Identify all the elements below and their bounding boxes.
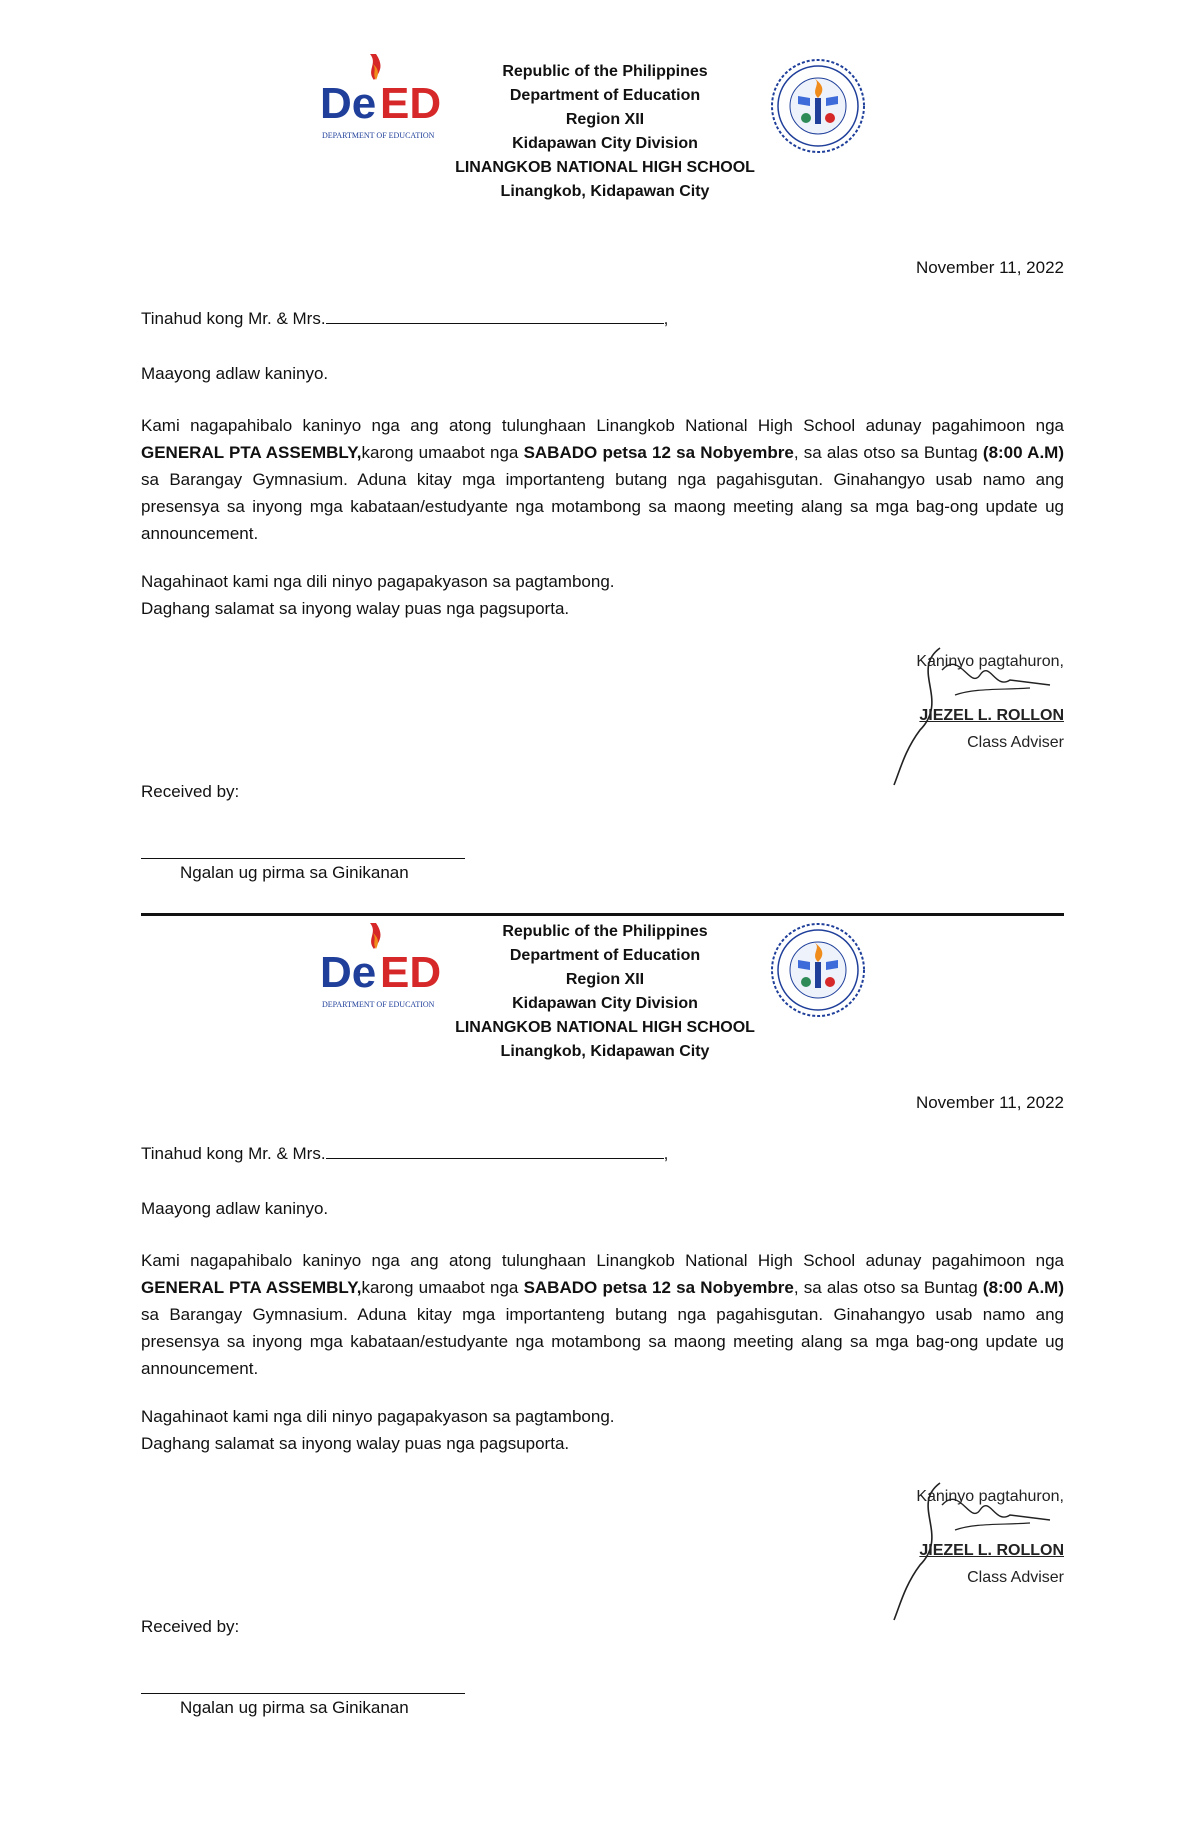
para-bold-time: (8:00 A.M)	[982, 1278, 1064, 1297]
logo-subtext: DEPARTMENT OF EDUCATION	[322, 1000, 435, 1009]
para-text-4: sa Barangay Gymnasium. Aduna kitay mga importanteng butang nga pagahisgutan. Ginahangyo usab namo ang presensya sa inyong mga kabataan/estudyante nga motambong sa maong meeting alang sa mga bag-ong update ug announcement.	[141, 1305, 1064, 1378]
sig-title: Class Adviser	[967, 734, 1064, 751]
salutation	[141, 1140, 1064, 1167]
closing-line-1: Nagahinaot kami nga dili ninyo pagapakyason sa pagtambong.	[141, 572, 615, 591]
letterhead	[400, 920, 810, 1064]
para-bold-date: SABADO petsa 12 sa Nobyembre	[523, 443, 794, 462]
closing	[141, 1403, 1064, 1457]
header-republic: Republic of the Philippines	[502, 63, 708, 80]
handwritten-signature	[880, 640, 1060, 790]
para-text-4: sa Barangay Gymnasium. Aduna kitay mga importanteng butang nga pagahisgutan. Ginahangyo usab namo ang presensya sa inyong mga kabataan/estudyante nga motambong sa maong meeting alang sa mga bag-ong update ug announcement.	[141, 470, 1064, 543]
received-by-label: Received by:	[141, 1617, 240, 1636]
letter-date: November 11, 2022	[915, 258, 1064, 277]
svg-text:ED: ED	[380, 948, 442, 997]
school-seal	[770, 58, 866, 154]
salutation-comma: ,	[663, 1144, 669, 1163]
para-text-3: , sa alas otso sa Buntag	[793, 443, 983, 462]
handwritten-signature	[880, 1475, 1060, 1625]
closing-line-2: Daghang salamat sa inyong walay puas nga pagsuporta.	[141, 599, 570, 618]
header-region: Region XII	[565, 111, 645, 128]
para-bold-assembly: GENERAL PTA ASSEMBLY,	[141, 1278, 362, 1297]
closing-line-2: Daghang salamat sa inyong walay puas nga pagsuporta.	[141, 1434, 570, 1453]
sig-name: JIEZEL L. ROLLON	[919, 1542, 1064, 1559]
parent-signature-line[interactable]	[141, 1693, 465, 1694]
parent-name-blank[interactable]	[326, 1140, 664, 1159]
svg-text:ED: ED	[380, 79, 442, 128]
header-department: Department of Education	[509, 947, 701, 964]
para-text-1: Kami nagapahibalo kaninyo nga ang atong tulunghaan Linangkob National High School adunay pagahimoon nga	[141, 1251, 1064, 1270]
sig-title: Class Adviser	[967, 1569, 1064, 1586]
para-text-3: , sa alas otso sa Buntag	[793, 1278, 983, 1297]
header-school: LINANGKOB NATIONAL HIGH SCHOOL	[455, 159, 755, 176]
para-bold-time: (8:00 A.M)	[982, 443, 1064, 462]
salutation-text: Tinahud kong Mr. & Mrs.	[141, 1144, 326, 1163]
closing-line-1: Nagahinaot kami nga dili ninyo pagapakyason sa pagtambong.	[141, 1407, 615, 1426]
header-school: LINANGKOB NATIONAL HIGH SCHOOL	[455, 1019, 755, 1036]
header-division: Kidapawan City Division	[512, 995, 698, 1012]
salutation	[141, 305, 1064, 332]
greeting: Maayong adlaw kaninyo.	[141, 1199, 329, 1218]
letter-date: November 11, 2022	[915, 1093, 1064, 1112]
svg-text:De: De	[320, 948, 377, 997]
body-paragraph	[141, 412, 1064, 547]
header-address: Linangkob, Kidapawan City	[500, 183, 710, 200]
greeting: Maayong adlaw kaninyo.	[141, 364, 329, 383]
parent-signature-caption: Ngalan ug pirma sa Ginikanan	[180, 863, 409, 882]
received-by-label: Received by:	[141, 782, 240, 801]
letter-bottom	[0, 830, 1200, 1717]
sig-closing: Kaninyo pagtahuron,	[916, 653, 1064, 670]
school-seal	[770, 922, 866, 1018]
para-text-2: karong umaabot nga	[361, 1278, 524, 1297]
body-paragraph	[141, 1247, 1064, 1382]
salutation-comma: ,	[663, 309, 669, 328]
sig-closing: Kaninyo pagtahuron,	[916, 1488, 1064, 1505]
letter-top	[0, 0, 1200, 882]
para-bold-assembly: GENERAL PTA ASSEMBLY,	[141, 443, 362, 462]
closing	[141, 568, 1064, 622]
para-text-1: Kami nagapahibalo kaninyo nga ang atong tulunghaan Linangkob National High School adunay pagahimoon nga	[141, 416, 1064, 435]
letterhead	[400, 60, 810, 204]
sig-name: JIEZEL L. ROLLON	[919, 707, 1064, 724]
salutation-text: Tinahud kong Mr. & Mrs.	[141, 309, 326, 328]
logo-subtext: DEPARTMENT OF EDUCATION	[322, 131, 435, 140]
svg-text:De: De	[320, 79, 377, 128]
parent-signature-caption: Ngalan ug pirma sa Ginikanan	[180, 1698, 409, 1717]
header-region: Region XII	[565, 971, 645, 988]
header-division: Kidapawan City Division	[512, 135, 698, 152]
parent-name-blank[interactable]	[326, 305, 664, 324]
para-bold-date: SABADO petsa 12 sa Nobyembre	[523, 1278, 794, 1297]
header-department: Department of Education	[509, 87, 701, 104]
para-text-2: karong umaabot nga	[361, 443, 524, 462]
header-address: Linangkob, Kidapawan City	[500, 1043, 710, 1060]
header-republic: Republic of the Philippines	[502, 923, 708, 940]
